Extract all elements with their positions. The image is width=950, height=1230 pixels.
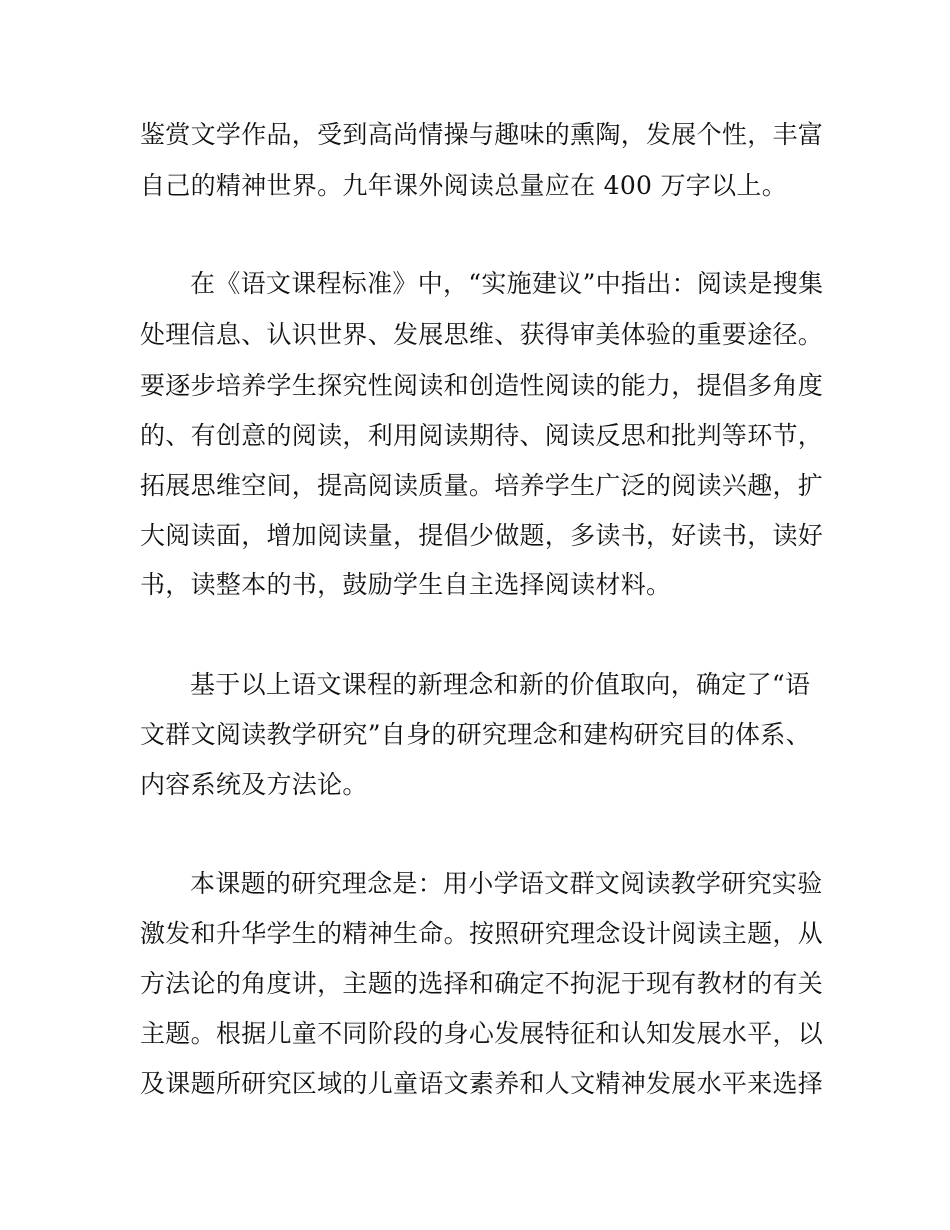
paragraph-2-line-3: 要逐步培养学生探究性阅读和创造性阅读的能力，提倡多角度	[140, 371, 824, 400]
paragraph-2-line-6: 大阅读面，增加阅读量，提倡少做题，多读书，好读书，读好	[140, 521, 824, 550]
paragraph-4-line-4: 主题。根据儿童不同阶段的身心发展特征和认知发展水平，以	[140, 1019, 824, 1048]
paragraph-2-line-5: 拓展思维空间，提高阅读质量。培养学生广泛的阅读兴趣，扩	[140, 471, 824, 500]
paragraph-1-line-1: 鉴赏文学作品，受到高尚情操与趣味的熏陶，发展个性，丰富	[140, 120, 824, 149]
paragraph-2-line-2: 处理信息、认识世界、发展思维、获得审美体验的重要途径。	[140, 320, 824, 349]
paragraph-3-line-1: 基于以上语文课程的新理念和新的价值取向，确定了“语	[190, 670, 811, 699]
paragraph-4-line-3: 方法论的角度讲，主题的选择和确定不拘泥于现有教材的有关	[140, 969, 824, 998]
paragraph-4-line-5: 及课题所研究区域的儿童语文素养和人文精神发展水平来选择	[140, 1069, 824, 1098]
paragraph-1-line-2: 自己的精神世界。九年课外阅读总量应在 400 万字以上。	[140, 171, 788, 200]
paragraph-4-line-1: 本课题的研究理念是：用小学语文群文阅读教学研究实验	[190, 869, 823, 898]
paragraph-2-line-4: 的、有创意的阅读，利用阅读期待、阅读反思和批判等环节，	[140, 421, 824, 450]
paragraph-2-line-1: 在《语文课程标准》中，“实施建议”中指出：阅读是搜集	[190, 269, 824, 298]
paragraph-2-line-7: 书，读整本的书，鼓励学生自主选择阅读材料。	[140, 570, 672, 599]
paragraph-3-line-3: 内容系统及方法论。	[140, 770, 368, 799]
paragraph-3-line-2: 文群文阅读教学研究”自身的研究理念和建构研究目的体系、	[140, 720, 811, 749]
paragraph-4-line-2: 激发和升华学生的精神生命。按照研究理念设计阅读主题，从	[140, 919, 824, 948]
